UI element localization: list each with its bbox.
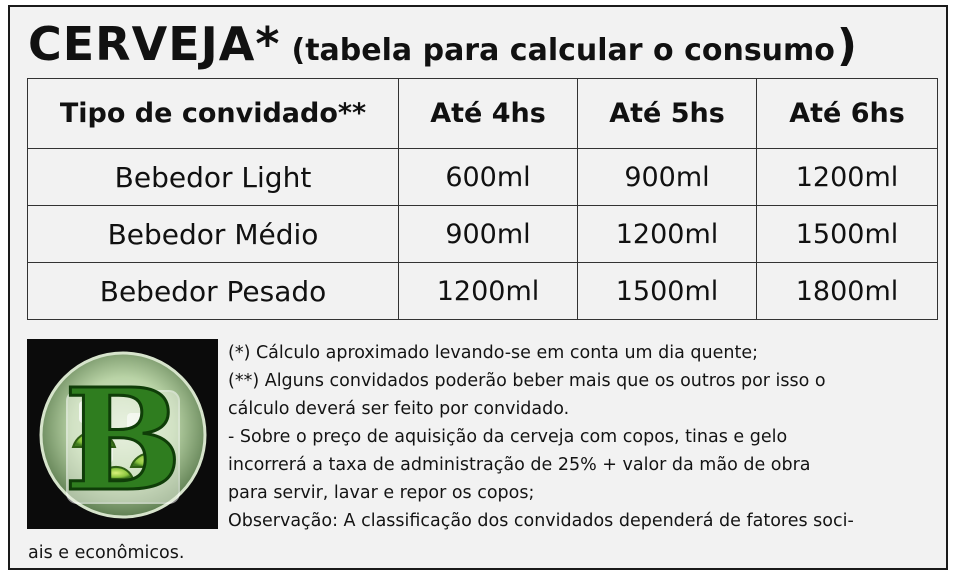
row-label-pesado: Bebedor Pesado	[28, 263, 399, 320]
column-header-guest-type: Tipo de convidado**	[28, 79, 399, 149]
footnote-last-line: ais e econômicos.	[28, 543, 185, 563]
footnote-line: (**) Alguns convidados poderão beber mais que os outros por isso o	[228, 371, 826, 391]
table-cell: 1200ml	[578, 206, 757, 263]
svg-text:B: B	[63, 359, 183, 523]
column-header-5h: Até 5hs	[578, 79, 757, 149]
table-cell: 1200ml	[757, 149, 938, 206]
table-cell: 600ml	[399, 149, 578, 206]
footnote-line: cálculo deverá ser feito por convidado.	[228, 399, 570, 419]
table-cell: 900ml	[578, 149, 757, 206]
title-subtitle: (tabela para calcular o consumo	[291, 33, 835, 68]
row-label-medio: Bebedor Médio	[28, 206, 399, 263]
table-cell: 1200ml	[399, 263, 578, 320]
table-row	[28, 263, 938, 320]
footnote-line: - Sobre o preço de aquisição da cerveja com copos, tinas e gelo	[228, 427, 788, 447]
drink-glass-icon	[27, 339, 218, 529]
table-cell: 1500ml	[757, 206, 938, 263]
table-row	[28, 149, 938, 206]
row-label-light: Bebedor Light	[28, 149, 399, 206]
title-close-paren: )	[836, 20, 858, 71]
column-header-6h: Até 6hs	[757, 79, 938, 149]
table-cell: 1500ml	[578, 263, 757, 320]
table-row	[28, 206, 938, 263]
table-header-row	[28, 79, 938, 149]
footnotes	[228, 339, 936, 535]
table-cell: 900ml	[399, 206, 578, 263]
table-cell: 1800ml	[757, 263, 938, 320]
page-title	[28, 14, 857, 85]
footnote-line: incorrerá a taxa de administração de 25% + valor da mão de obra	[228, 455, 811, 475]
column-header-4h: Até 4hs	[399, 79, 578, 149]
footnote-line: para servir, lavar e repor os copos;	[228, 483, 535, 503]
footnote-line: (*) Cálculo aproximado levando-se em conta um dia quente;	[228, 343, 758, 363]
title-main: CERVEJA*	[28, 17, 281, 71]
consumption-table	[27, 78, 938, 320]
footnote-line: Observação: A classificação dos convidados dependerá de fatores soci-	[228, 511, 854, 531]
brand-logo	[27, 339, 218, 529]
